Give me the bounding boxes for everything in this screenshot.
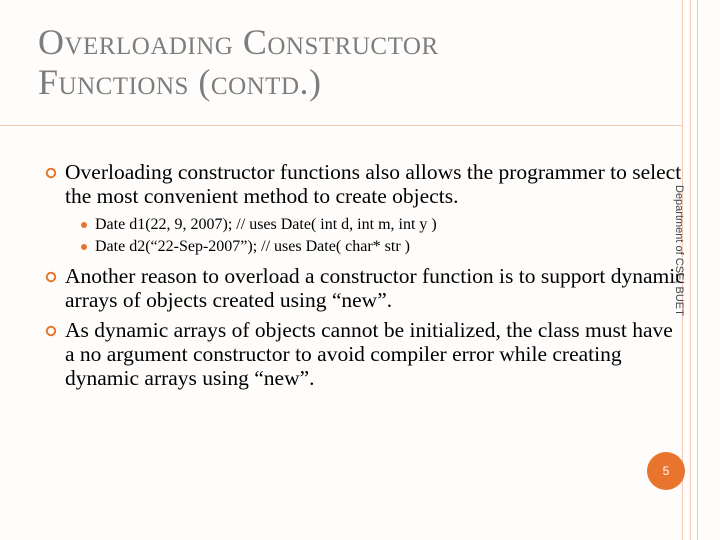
- bullet-item: [45, 264, 685, 312]
- sub-bullet-list: [45, 214, 685, 258]
- slide-title: [38, 22, 638, 102]
- department-label: Department of CSE, BUET: [673, 185, 685, 316]
- side-label: [670, 185, 690, 355]
- dot-bullet-icon: [81, 244, 87, 250]
- circle-bullet-icon: [45, 271, 57, 283]
- page-number-badge: 5: [647, 452, 685, 490]
- sub-bullet-text: Date d2(“22-Sep-2007”); // uses Date( char* str ): [95, 238, 410, 255]
- title-line: Functions (contd.): [38, 62, 322, 102]
- slide-body: [45, 160, 685, 396]
- bullet-item: [45, 160, 685, 208]
- border-line-vertical: [690, 0, 691, 540]
- bullet-text: Another reason to overload a constructor function is to support dynamic arrays of objects created using “new”.: [65, 264, 685, 312]
- dot-bullet-icon: [81, 222, 87, 228]
- title-divider: [0, 125, 682, 126]
- title-line: Overloading Constructor: [38, 22, 439, 62]
- circle-bullet-icon: [45, 167, 57, 179]
- sub-bullet-item: [45, 236, 685, 258]
- border-line-vertical: [697, 0, 698, 540]
- sub-bullet-text: Date d1(22, 9, 2007); // uses Date( int d, int m, int y ): [95, 216, 437, 233]
- circle-bullet-icon: [45, 325, 57, 337]
- bullet-item: [45, 318, 685, 390]
- bullet-text: Overloading constructor functions also allows the programmer to select the most convenient method to create objects.: [65, 160, 682, 208]
- bullet-text: As dynamic arrays of objects cannot be initialized, the class must have a no argument constructor to avoid compiler error while creating dynamic arrays using “new”.: [65, 318, 673, 390]
- sub-bullet-item: [45, 214, 685, 236]
